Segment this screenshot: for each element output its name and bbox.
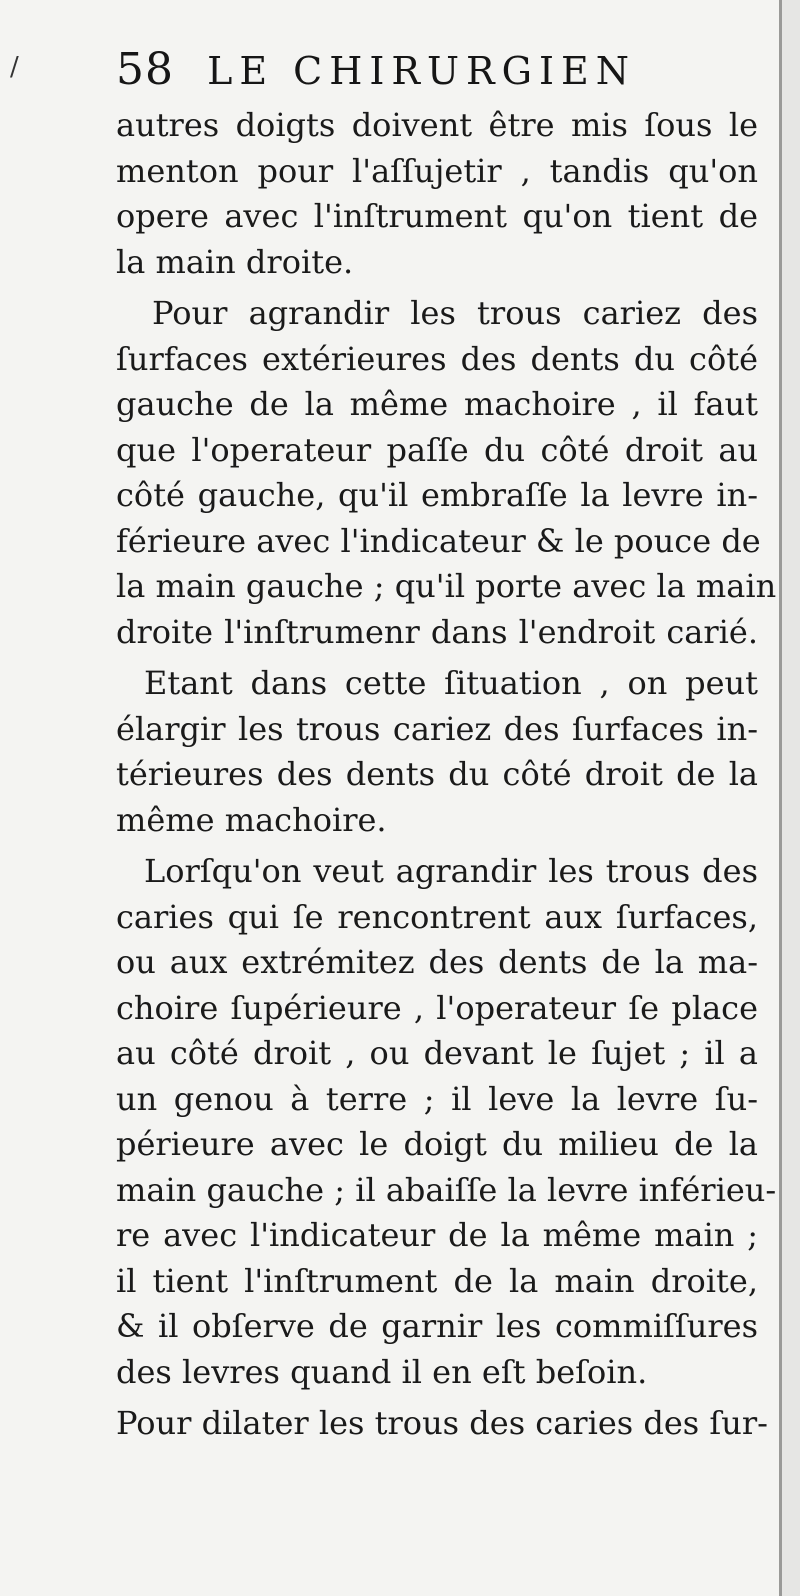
text-line: ou aux extrémitez des dents de la ma- — [116, 943, 758, 981]
paragraph — [116, 291, 777, 655]
text-line: des levres quand il en eſt beſoin. — [116, 1352, 648, 1391]
text-line: un genou à terre ; il leve la levre ſu- — [116, 1079, 758, 1118]
text-line: re avec l'indicateur de la même main ; — [116, 1216, 758, 1254]
text-line: Pour dilater les trous des caries des ſur- — [116, 1404, 768, 1442]
text-line: Etant dans cette ſituation , on peut — [144, 664, 758, 702]
text-line: & il obſerve de garnir les commiſſures — [116, 1307, 758, 1345]
text-line: main gauche ; il abaiſſe la levre inférieu- — [116, 1170, 777, 1209]
right-page-margin — [782, 0, 800, 1596]
text-line: la main gauche ; qu'il porte avec la main — [116, 567, 777, 605]
page-number: 58 — [116, 44, 174, 95]
text-line: menton pour l'aſſujetir , tandis qu'on — [116, 151, 758, 190]
text-line: périeure avec le doigt du milieu de la — [116, 1125, 758, 1163]
paragraph — [116, 849, 777, 1395]
running-head: LE CHIRURGIEN — [207, 49, 636, 93]
text-line: la main droite. — [116, 242, 354, 281]
text-line: que l'operateur paſſe du côté droit au — [116, 430, 758, 469]
body-text — [116, 103, 777, 1447]
text-line: Pour agrandir les trous cariez des — [152, 294, 758, 332]
paragraph — [116, 1401, 768, 1447]
margin-mark: / — [10, 52, 19, 82]
text-line: Lorſqu'on veut agrandir les trous des — [144, 852, 758, 890]
text-line: il tient l'inſtrument de la main droite, — [116, 1261, 758, 1300]
text-line: férieure avec l'indicateur & le pouce de — [116, 521, 761, 560]
text-line: même machoire. — [116, 800, 387, 839]
paragraph — [116, 661, 758, 843]
text-line: droite l'inſtrumenr dans l'endroit carié. — [116, 612, 758, 651]
text-line: côté gauche, qu'il embraſſe la levre in- — [116, 476, 758, 514]
text-line: au côté droit , ou devant le ſujet ; il a — [116, 1034, 758, 1072]
page-header — [116, 44, 756, 104]
text-line: térieures des dents du côté droit de la — [116, 755, 758, 793]
text-line: élargir les trous cariez des ſurfaces in- — [116, 709, 758, 748]
text-line: caries qui ſe rencontrent aux ſurfaces, — [116, 897, 758, 936]
text-line: autres doigts doivent être mis ſous le — [116, 106, 758, 144]
paragraph — [116, 103, 758, 285]
text-line: choire ſupérieure , l'operateur ſe place — [116, 988, 758, 1027]
page-fold-edge — [779, 0, 782, 1596]
text-line: gauche de la même machoire , il faut — [116, 385, 758, 423]
text-line: ſurfaces extérieures des dents du côté — [116, 339, 758, 378]
text-line: opere avec l'inſtrument qu'on tient de — [116, 197, 758, 235]
